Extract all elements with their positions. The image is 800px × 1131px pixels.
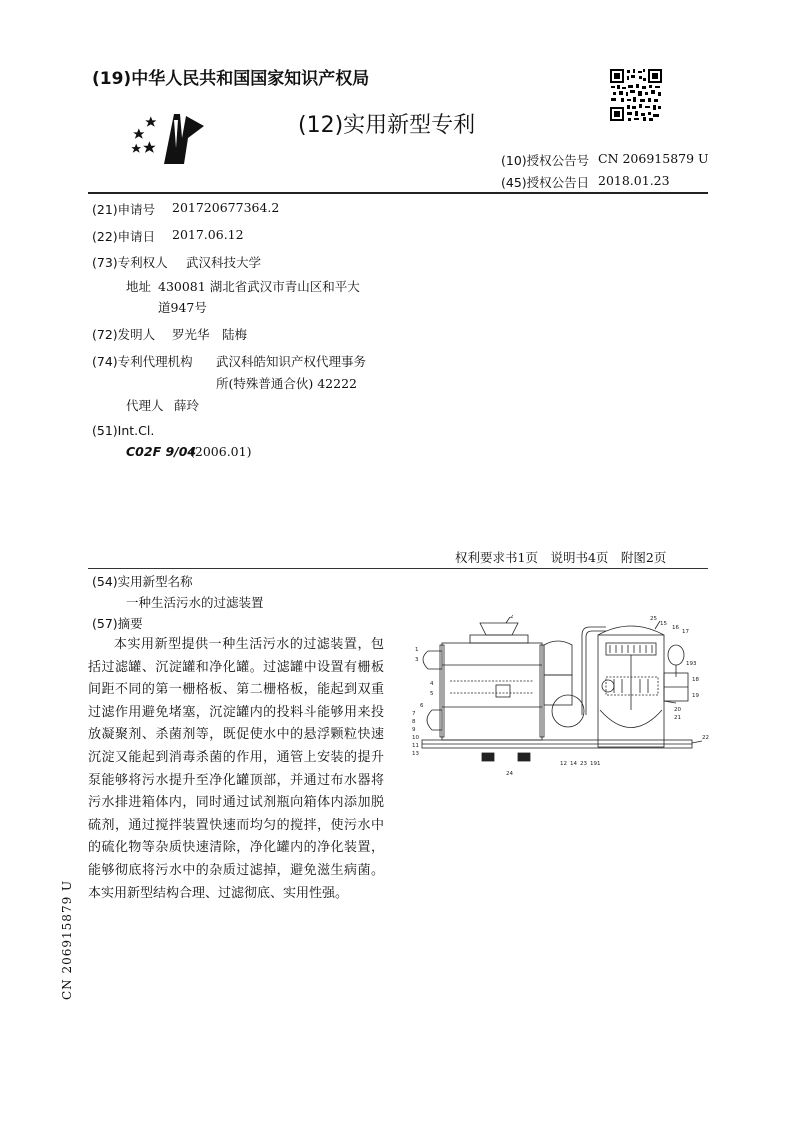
document-type: (12)实用新型专利 bbox=[298, 113, 476, 138]
svg-text:17: 17 bbox=[682, 629, 689, 635]
publication-date: 2018.01.23 bbox=[598, 173, 670, 188]
publication-date-label: (45)授权公告日 bbox=[501, 175, 590, 190]
svg-text:20: 20 bbox=[674, 707, 681, 713]
biblio-divider bbox=[88, 568, 708, 569]
page-counts: 权利要求书1页 说明书4页 附图2页 bbox=[455, 550, 667, 565]
svg-text:3: 3 bbox=[415, 657, 419, 663]
office-name: (19)中华人民共和国国家知识产权局 bbox=[92, 69, 370, 89]
agent-label: 代理人 bbox=[126, 398, 164, 413]
svg-text:14: 14 bbox=[570, 761, 577, 767]
svg-text:4: 4 bbox=[430, 681, 434, 687]
svg-text:21: 21 bbox=[674, 715, 681, 721]
ipc-version: (2006.01) bbox=[190, 444, 252, 459]
svg-text:22: 22 bbox=[702, 735, 709, 741]
svg-text:8: 8 bbox=[412, 719, 416, 725]
abstract-text: 本实用新型提供一种生活污水的过滤装置，包括过滤罐、沉淀罐和净化罐。过滤罐中设置有栅板间距不同的第一栅格板、第二栅格板，能起到双重过滤作用避免堵塞，沉淀罐内的投料斗能够用来投放凝聚剂、杀菌剂等，既促使水中的悬浮颗粒快速沉淀又能起到消毒杀菌的作用，通管上安装的提升泵能够将污水提升至净化罐顶部，并通过布水器将污水排进箱体内，同时通过试剂瓶向箱体内添加脱硫剂，通过搅拌装置快速而均匀的搅拌，使污水中的硫化物等杂质快速清除，净化罐内的净化装置，能够彻底将污水中的杂质过滤掉，避免滋生病菌。本实用新型结构合理、过滤彻底、实用性强。 bbox=[88, 637, 384, 901]
title-label: (54)实用新型名称 bbox=[92, 574, 193, 589]
patentee: 武汉科技大学 bbox=[186, 255, 262, 270]
abstract-drawing bbox=[410, 615, 710, 775]
application-number-label: (21)申请号 bbox=[92, 202, 156, 217]
agency-line-2: 所(特殊普通合伙) 42222 bbox=[216, 376, 357, 391]
application-date-label: (22)申请日 bbox=[92, 229, 156, 244]
svg-text:18: 18 bbox=[692, 677, 699, 683]
application-number: 201720677364.2 bbox=[172, 200, 280, 215]
ipc-code: C02F 9/04 bbox=[126, 444, 197, 459]
side-publication-number: CN 206915879 U bbox=[60, 879, 74, 1000]
svg-text:19: 19 bbox=[692, 693, 699, 699]
ipc-label: (51)Int.Cl. bbox=[92, 423, 155, 438]
address-line-2: 道947号 bbox=[158, 300, 207, 315]
svg-text:9: 9 bbox=[412, 727, 416, 733]
application-date: 2017.06.12 bbox=[172, 227, 244, 242]
agent: 薛玲 bbox=[174, 398, 200, 413]
abstract-label: (57)摘要 bbox=[92, 616, 143, 631]
svg-text:11: 11 bbox=[412, 743, 419, 749]
publication-number: CN 206915879 U bbox=[598, 151, 709, 166]
inventor-label: (72)发明人 bbox=[92, 327, 156, 342]
svg-text:193: 193 bbox=[686, 661, 697, 667]
svg-text:10: 10 bbox=[412, 735, 419, 741]
svg-text:25: 25 bbox=[650, 616, 657, 622]
svg-text:6: 6 bbox=[420, 703, 424, 709]
svg-text:2: 2 bbox=[510, 615, 514, 620]
agency-label: (74)专利代理机构 bbox=[92, 354, 193, 369]
qr-code bbox=[609, 68, 663, 122]
svg-text:7: 7 bbox=[412, 711, 416, 717]
svg-text:191: 191 bbox=[590, 761, 601, 767]
svg-text:16: 16 bbox=[672, 625, 679, 631]
patentee-label: (73)专利权人 bbox=[92, 255, 168, 270]
address-line-1: 430081 湖北省武汉市青山区和平大 bbox=[158, 279, 360, 294]
svg-text:24: 24 bbox=[506, 771, 513, 775]
header-divider bbox=[88, 192, 708, 194]
utility-model-title: 一种生活污水的过滤装置 bbox=[126, 595, 264, 610]
agency-line-1: 武汉科皓知识产权代理事务 bbox=[216, 354, 367, 369]
inventors: 罗光华 陆梅 bbox=[172, 327, 248, 342]
sipo-logo bbox=[130, 108, 210, 168]
svg-text:5: 5 bbox=[430, 691, 434, 697]
publication-number-label: (10)授权公告号 bbox=[501, 153, 590, 168]
svg-text:23: 23 bbox=[580, 761, 587, 767]
svg-text:13: 13 bbox=[412, 751, 419, 757]
address-label: 地址 bbox=[126, 279, 152, 294]
svg-text:15: 15 bbox=[660, 621, 667, 627]
svg-text:12: 12 bbox=[560, 761, 567, 767]
svg-text:1: 1 bbox=[415, 647, 419, 653]
